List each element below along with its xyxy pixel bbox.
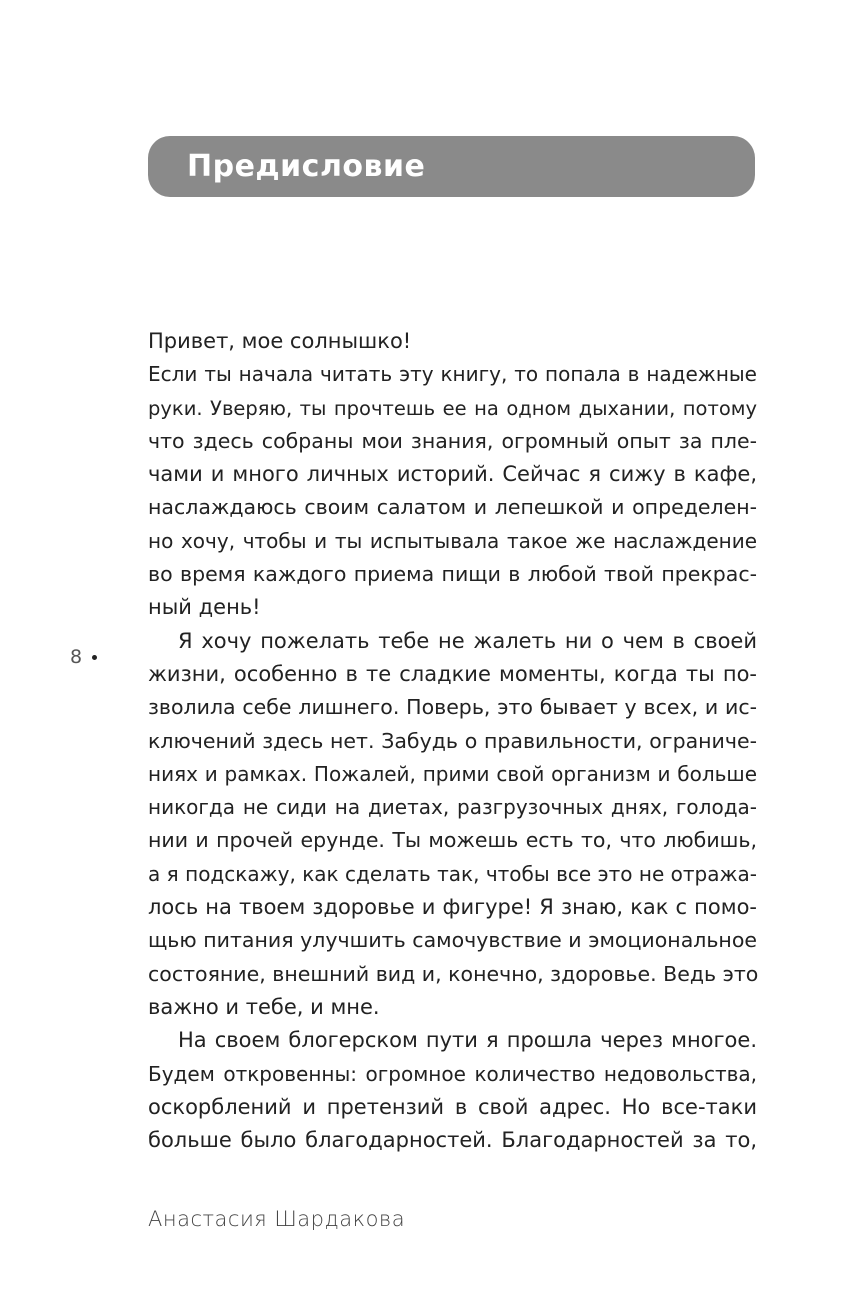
- text-line: никогда не сиди на диетах, разгрузочных днях, голода-: [148, 795, 757, 820]
- text-line: Привет, мое солнышко!: [148, 329, 412, 353]
- text-line: ный день!: [148, 595, 261, 620]
- page-number: 8: [70, 646, 83, 668]
- text-line: На своем блогерском пути я прошла через многое.: [178, 1028, 757, 1053]
- text-line: что здесь собраны мои знания, огромный опыт за пле-: [148, 428, 757, 453]
- chapter-title: Предисловие: [187, 149, 426, 184]
- text-line: Я хочу пожелать тебе не жалеть ни о чем в своей: [178, 628, 757, 653]
- bullet-dot-icon: [92, 655, 97, 660]
- page-marker: [70, 645, 97, 669]
- text-line: важно и тебе, и мне.: [148, 994, 380, 1019]
- text-line: оскорблений и претензий в свой адрес. Но все-таки: [148, 1094, 757, 1119]
- text-line: зволила себе лишнего. Поверь, это бывает у всех, и ис-: [148, 695, 757, 720]
- text-line: жизни, особенно в те сладкие моменты, когда ты по-: [148, 661, 757, 686]
- text-line: но хочу, чтобы и ты испытывала такое же наслаждение: [148, 528, 757, 553]
- text-line: ключений здесь нет. Забудь о правильности, ограниче-: [148, 728, 757, 753]
- chapter-heading-bar: [148, 136, 755, 197]
- text-line: чами и много личных историй. Сейчас я сижу в кафе,: [148, 462, 757, 487]
- text-line: Будем откровенны: огромное количество недовольства,: [148, 1061, 757, 1086]
- text-line: а я подскажу, как сделать так, чтобы все это не отража-: [148, 861, 757, 886]
- text-line: состояние, внешний вид и, конечно, здоровье. Ведь это: [148, 961, 759, 986]
- body-text: [148, 325, 757, 1157]
- running-footer-author: Анастасия Шардакова: [148, 1207, 406, 1231]
- text-line: нии и прочей ерунде. Ты можешь есть то, что любишь,: [148, 828, 757, 853]
- text-line: руки. Уверяю, ты прочтешь ее на одном дыхании, потому: [148, 396, 757, 420]
- text-line: больше было благодарностей. Благодарностей за то,: [148, 1128, 757, 1153]
- text-line: во время каждого приема пищи в любой твой прекрас-: [148, 562, 757, 587]
- text-line: щью питания улучшить самочувствие и эмоциональное: [148, 928, 757, 953]
- text-line: лось на твоем здоровье и фигуре! Я знаю, как с помо-: [148, 895, 757, 920]
- text-line: ниях и рамках. Пожалей, прими свой организм и больше: [148, 761, 757, 786]
- text-line: Если ты начала читать эту книгу, то попала в надежные: [148, 362, 757, 387]
- text-line: наслаждаюсь своим салатом и лепешкой и определен-: [148, 495, 757, 520]
